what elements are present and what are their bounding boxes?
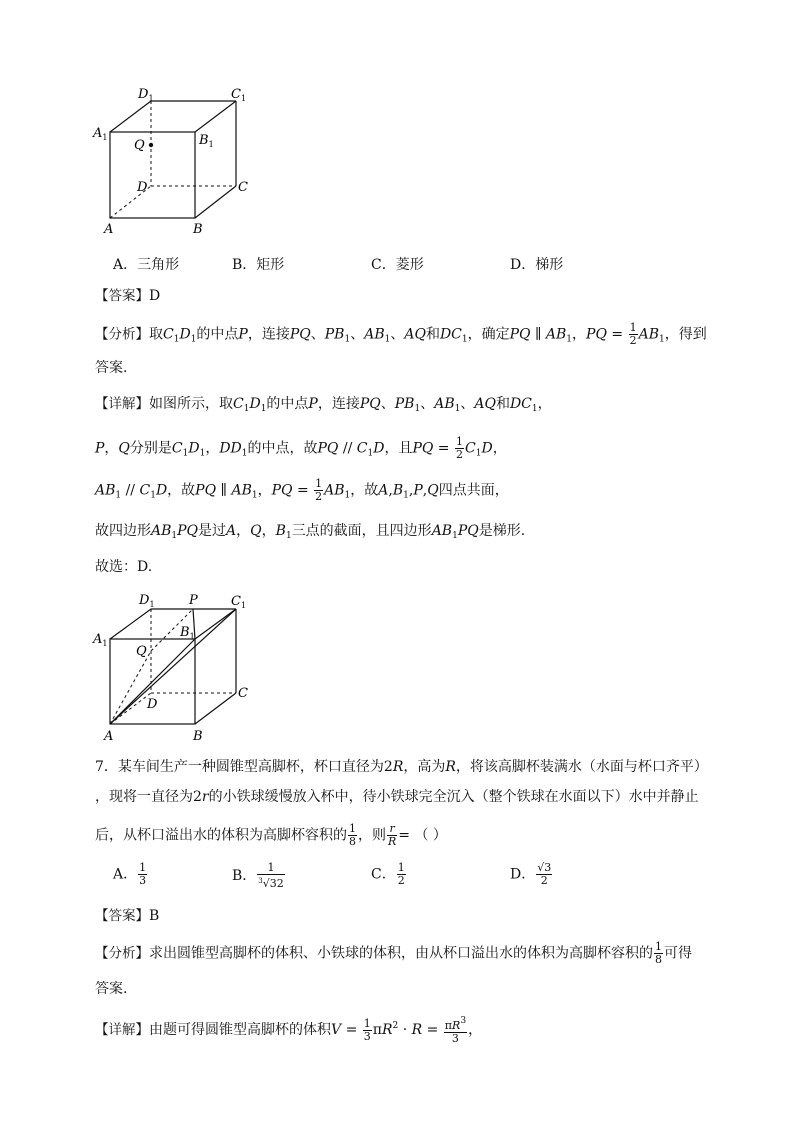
cube-figure-1 — [90, 82, 260, 242]
q7-analysis-cont: 答案. — [95, 981, 128, 997]
q7-line-1: 7．某车间生产一种圆锥型高脚杯，杯口直径为2R，高为R，将该高脚杯装满水（水面与杯口齐平） — [95, 759, 708, 775]
svg-text:A: A — [104, 729, 114, 744]
q7-option-a: A． $\frac{1}{3}$ — [113, 861, 147, 887]
analysis-tag: 【分析】 — [95, 326, 149, 343]
option-a: A．三角形 — [113, 257, 180, 273]
svg-text:P: P — [189, 593, 198, 608]
answer-tag: 【答案】 — [95, 288, 149, 304]
cube-figure-2 — [90, 590, 260, 750]
svg-text:C1: $C_1$ — [231, 594, 247, 610]
svg-text:A1: $A_1$ — [93, 632, 108, 648]
q6-detail-4: 故四边形$AB_1PQ$是过A，Q，$B_1$三点的截面，且四边形$AB_1PQ$是梯形. — [95, 523, 526, 541]
detail-tag: 【详解】 — [95, 396, 149, 412]
q7-option-d: D． $\frac{√3}{2}$ — [510, 861, 552, 887]
q7-line-3: 后，从杯口溢出水的体积为高脚杯容积的 $\frac{1}{8}$ ，则 $\frac{r}{R}$ = （ ） — [95, 822, 447, 848]
svg-text:Q: Q — [134, 138, 145, 153]
q6-answer: 【答案】D — [95, 288, 161, 304]
svg-text:D1: $D_1$ — [138, 87, 154, 103]
svg-text:D1: $D_1$ — [139, 593, 155, 609]
q6-detail-3: $AB_1 // C_1D$，故PQ ∥ $AB_1$，PQ = $\frac{1}{2}$ $AB_1$，故$A,B_1,P,Q$四点共面， — [95, 477, 509, 503]
svg-text:A1: $A_1$ — [93, 126, 108, 142]
svg-text:Q: Q — [136, 644, 147, 659]
q6-analysis: 【分析】取$C_1D_1$的中点P，连接PQ、$PB_1$、$AB_1$、AQ和$DC_1$，确定PQ ∥ $AB_1$，PQ = $\frac{1}{2}$ $AB_1$，得到 — [95, 321, 707, 347]
svg-text:C: C — [238, 180, 248, 195]
q7-answer: 【答案】B — [95, 908, 160, 924]
option-d: D．梯形 — [510, 257, 564, 273]
svg-text:A: A — [104, 222, 114, 237]
q7-analysis: 【分析】求出圆锥型高脚杯的体积、小铁球的体积，由从杯口溢出水的体积为高脚杯容积的 $\frac{1}{8}$ 可得 — [95, 940, 692, 966]
option-c: C．菱形 — [371, 257, 424, 273]
svg-text:B: B — [193, 729, 203, 744]
q6-analysis-cont: 答案. — [95, 360, 128, 376]
svg-text:D: D — [147, 697, 158, 712]
q6-detail-1: 【详解】如图所示，取$C_1D_1$的中点P，连接PQ、$PB_1$、$AB_1$、AQ和$DC_1$， — [95, 396, 552, 414]
q7-option-b: B． $\frac{1}{^3√32}$ — [232, 861, 284, 890]
q7-detail: 【详解】由题可得圆锥型高脚杯的体积V = $\frac{1}{3}$ $\pi R^2 \cdot R$ = $\frac{\pi R^3}{3}$ ， — [95, 1016, 483, 1045]
svg-text:C: C — [238, 686, 248, 701]
svg-text:B1: $B_1$ — [199, 133, 214, 149]
q6-detail-2: P，Q分别是$C_1D_1$，$DD_1$的中点，故PQ // $C_1D$，且PQ = $\frac{1}{2}$ $C_1D$， — [95, 435, 507, 461]
q7-option-c: C． $\frac{1}{2}$ — [371, 861, 405, 887]
q6-choose: 故选：D. — [95, 559, 153, 575]
svg-text:B1: $B_1$ — [180, 625, 195, 641]
svg-text:D: D — [137, 180, 148, 195]
svg-text:C1: $C_1$ — [231, 87, 247, 103]
option-b: B．矩形 — [232, 257, 285, 273]
q7-line-2: ，现将一直径为2r的小铁球缓慢放入杯中，待小铁球完全沉入（整个铁球在水面以下）水中并静止 — [95, 789, 699, 805]
svg-text:B: B — [193, 222, 203, 237]
